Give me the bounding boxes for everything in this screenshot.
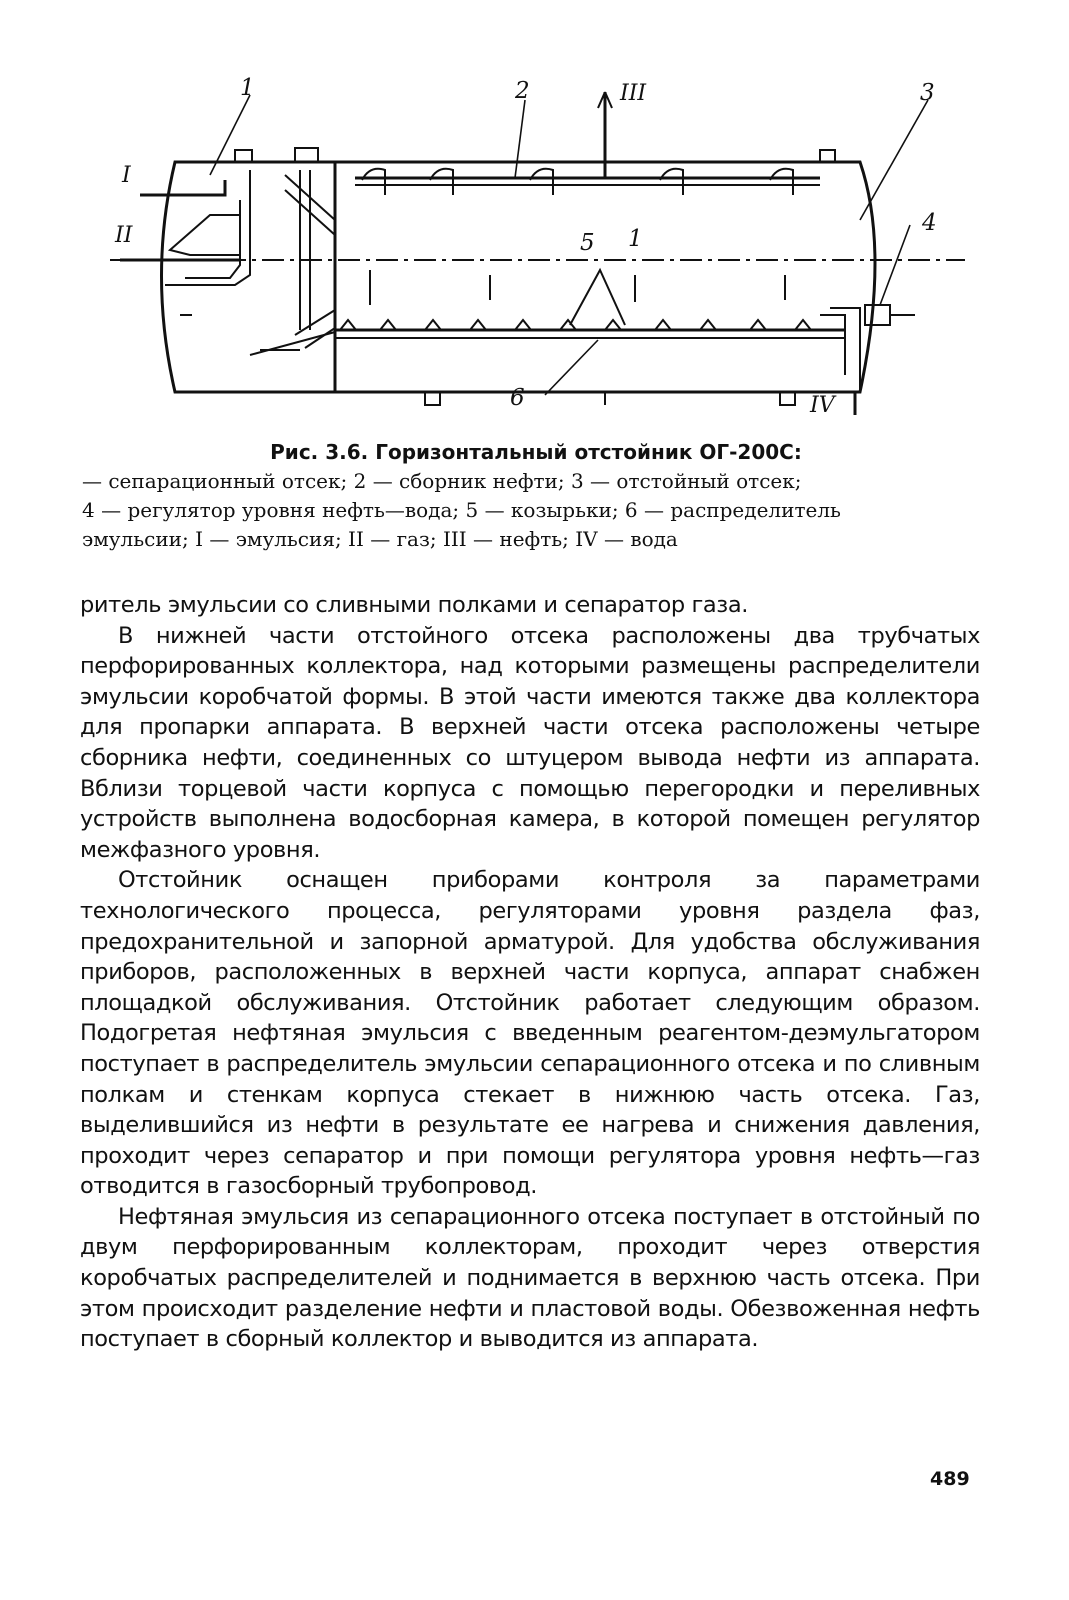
- label-1b: 1: [628, 226, 643, 252]
- caption-legend-line: 4 — регулятор уровня нефть—вода; 5 — козырьки; 6 — распределитель: [82, 498, 841, 522]
- paragraph: В нижней части отстойного отсека расположены два трубчатых перфорированных коллектора, над которыми размещены распределители эмульсии коробчатой формы. В этой части имеются также два коллектора для пропарки аппарата. В верхней части отсека расположены четыре сборника нефти, соединенных со штуцером вывода нефти из аппарата. Вблизи торцевой части корпуса с помощью перегородки и переливных устройств выполнена водосборная камера, в которой помещен регулятор межфазного уровня.: [80, 622, 980, 863]
- settler-diagram: [100, 70, 980, 430]
- baffle-marker: [570, 270, 625, 325]
- label-flow-I: I: [122, 163, 131, 188]
- vessel-shell: [162, 162, 876, 392]
- emulsion-inlet-pipe: [140, 180, 225, 195]
- paragraph: ритель эмульсии со сливными полками и сепаратор газа.: [80, 592, 749, 618]
- label-3: 3: [920, 80, 935, 106]
- label-5: 5: [580, 230, 595, 256]
- label-flow-III: III: [620, 81, 647, 106]
- caption-title: Рис. 3.6. Горизонтальный отстойник ОГ-200С:: [270, 440, 802, 464]
- water-chamber: [820, 315, 845, 375]
- label-2: 2: [515, 78, 530, 104]
- paragraph: Нефтяная эмульсия из сепарационного отсека поступает в отстойный по двум перфорированным коллекторам, проходит через отверстия коробчатых распределителей и поднимается в верхнюю часть отсека. При этом происходит разделение нефти и пластовой воды. Обезвоженная нефть поступает в сборный коллектор и выводится из аппарата.: [80, 1203, 980, 1353]
- label-flow-II: II: [115, 223, 133, 248]
- level-regulator: [865, 305, 890, 325]
- caption-legend: [82, 467, 990, 554]
- figure-caption: [82, 438, 990, 554]
- paragraph: Отстойник оснащен приборами контроля за параметрами технологического процесса, регуляторами уровня раздела фаз, предохранительной и запорной арматурой. Для удобства обслуживания приборов, расположенных в верхней части корпуса, аппарат снабжен площадкой обслуживания. Отстойник работает следующим образом. Подогретая нефтяная эмульсия с введенным реагентом-деэмульгатором поступает в распределитель эмульсии сепарационного отсека и по сливным полкам и стенкам корпуса стекает в нижнюю часть отсека. Газ, выделившийся из нефти в результате ее нагрева и снижения давления, проходит через сепаратор и при помощи регулятора уровня нефть—газ отводится в газосборный трубопровод.: [80, 867, 980, 1200]
- caption-legend-line: — сепарационный отсек; 2 — сборник нефти; 3 — отстойный отсек;: [82, 469, 802, 493]
- label-flow-IV: IV: [810, 393, 835, 418]
- caption-legend-line: эмульсии; I — эмульсия; II — газ; III — нефть; IV — вода: [82, 527, 678, 551]
- body-text: [80, 590, 980, 1355]
- label-1: 1: [240, 75, 255, 101]
- label-4: 4: [922, 210, 937, 236]
- label-6: 6: [510, 385, 525, 411]
- page-number: 489: [930, 1468, 970, 1490]
